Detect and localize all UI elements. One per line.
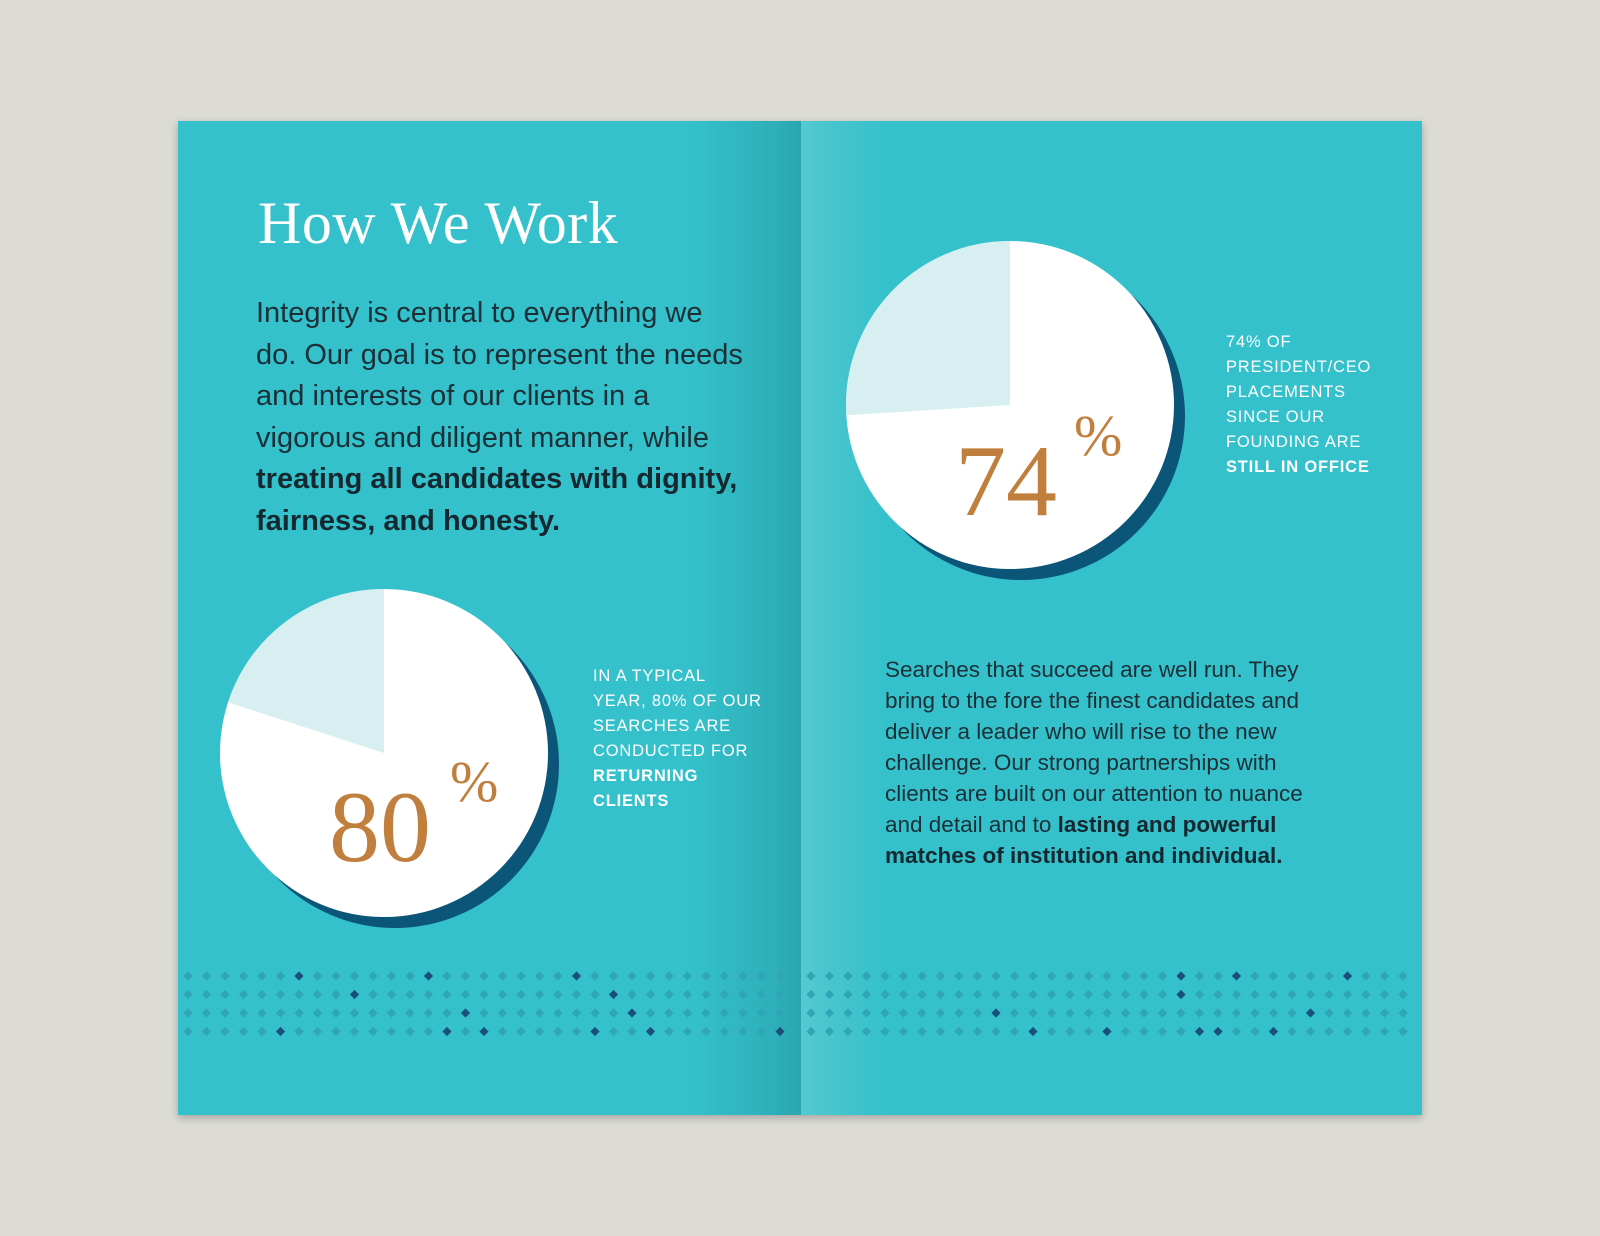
pattern-diamond [899, 990, 908, 999]
pattern-diamond [701, 1027, 710, 1036]
pattern-diamond [1065, 1027, 1074, 1036]
pattern-diamond [220, 990, 229, 999]
pattern-diamond [1121, 1027, 1130, 1036]
pattern-diamond [461, 990, 470, 999]
page-title: How We Work [258, 190, 619, 256]
pattern-diamond [843, 971, 852, 980]
pattern-diamond [479, 1027, 488, 1036]
pattern-diamond [1158, 990, 1167, 999]
pattern-diamond [775, 971, 784, 980]
pattern-diamond [899, 971, 908, 980]
pattern-diamond [738, 1027, 747, 1036]
returning-clients-caption [593, 664, 763, 814]
stat-percent-sign: % [450, 749, 499, 814]
pattern-diamond [368, 1027, 377, 1036]
pattern-diamond [424, 990, 433, 999]
pattern-diamond [1102, 971, 1111, 980]
pattern-diamond [1139, 971, 1148, 980]
pattern-diamond [461, 1008, 470, 1017]
pattern-diamond [1250, 990, 1259, 999]
pattern-diamond [1306, 1027, 1315, 1036]
pattern-diamond [424, 1027, 433, 1036]
pattern-diamond [498, 971, 507, 980]
pattern-diamond [239, 990, 248, 999]
pattern-diamond [1084, 990, 1093, 999]
pattern-diamond [1084, 971, 1093, 980]
body-lead: Searches that succeed are well run. They bring to the fore the finest candidates and deliver a leader who will rise to the new challenge. Our strong partnerships with clients are built on our attention to nuance and detail and to [885, 657, 1303, 837]
pattern-diamond [1361, 1008, 1370, 1017]
pattern-diamond [738, 990, 747, 999]
pattern-diamond [572, 1008, 581, 1017]
pattern-diamond [1324, 1027, 1333, 1036]
pattern-diamond [1269, 990, 1278, 999]
pattern-diamond [257, 971, 266, 980]
pattern-diamond [387, 1027, 396, 1036]
pattern-diamond [1324, 971, 1333, 980]
pattern-diamond [757, 971, 766, 980]
pattern-diamond [294, 971, 303, 980]
pattern-diamond [806, 971, 815, 980]
pattern-diamond [202, 1027, 211, 1036]
pattern-diamond [917, 1027, 926, 1036]
pattern-diamond [424, 971, 433, 980]
pattern-diamond [806, 1008, 815, 1017]
pattern-diamond [313, 1027, 322, 1036]
pattern-diamond [825, 990, 834, 999]
pattern-diamond [973, 971, 982, 980]
pattern-diamond [202, 990, 211, 999]
pattern-diamond [1213, 971, 1222, 980]
pattern-diamond [917, 990, 926, 999]
pattern-diamond [498, 1008, 507, 1017]
pattern-diamond [350, 971, 359, 980]
pattern-diamond [516, 990, 525, 999]
pattern-diamond [1176, 971, 1185, 980]
pattern-diamond [590, 971, 599, 980]
pattern-diamond [257, 1027, 266, 1036]
pattern-diamond [1343, 1008, 1352, 1017]
pattern-diamond [405, 971, 414, 980]
pattern-diamond [239, 971, 248, 980]
pattern-diamond [1269, 1027, 1278, 1036]
pattern-diamond [553, 1008, 562, 1017]
pattern-diamond [1084, 1008, 1093, 1017]
pattern-diamond [720, 990, 729, 999]
pattern-diamond [276, 971, 285, 980]
pattern-diamond [862, 971, 871, 980]
left-page [178, 121, 801, 1115]
pattern-diamond [590, 990, 599, 999]
pattern-diamond [683, 1008, 692, 1017]
pattern-diamond [368, 990, 377, 999]
pattern-diamond [1306, 1008, 1315, 1017]
pattern-diamond [479, 990, 488, 999]
pie-remainder-slice [846, 241, 1010, 415]
pattern-diamond [1047, 971, 1056, 980]
pattern-diamond [991, 990, 1000, 999]
pattern-diamond [1139, 1027, 1148, 1036]
pattern-diamond [775, 1027, 784, 1036]
still-in-office-pie-chart [846, 241, 1186, 581]
pattern-diamond [1398, 971, 1407, 980]
pattern-diamond [1121, 990, 1130, 999]
pattern-diamond [1287, 1008, 1296, 1017]
pattern-diamond [183, 990, 192, 999]
pattern-diamond [954, 990, 963, 999]
pattern-diamond [917, 1008, 926, 1017]
pattern-diamond [757, 1027, 766, 1036]
pattern-diamond [683, 990, 692, 999]
pattern-diamond [590, 1008, 599, 1017]
pattern-diamond [1195, 1008, 1204, 1017]
pattern-diamond [664, 990, 673, 999]
pattern-diamond [1250, 971, 1259, 980]
pattern-diamond [331, 1008, 340, 1017]
pattern-diamond [1121, 971, 1130, 980]
pattern-diamond [553, 1027, 562, 1036]
pattern-diamond [498, 1027, 507, 1036]
intro-paragraph [256, 293, 746, 542]
pattern-diamond [954, 1008, 963, 1017]
pattern-diamond [646, 990, 655, 999]
pattern-diamond [350, 990, 359, 999]
pattern-diamond [973, 1027, 982, 1036]
pattern-diamond [825, 971, 834, 980]
pattern-diamond [183, 1008, 192, 1017]
pattern-diamond [1084, 1027, 1093, 1036]
caption-lead: 74% OF PRESIDENT/CEO PLACEMENTS SINCE OUR FOUNDING ARE [1226, 333, 1372, 451]
pattern-diamond [1306, 990, 1315, 999]
pattern-diamond [991, 1008, 1000, 1017]
caption-emphasis: RETURNING CLIENTS [593, 767, 699, 810]
pattern-diamond [683, 971, 692, 980]
pattern-diamond [917, 971, 926, 980]
pattern-diamond [405, 990, 414, 999]
pattern-diamond [664, 1008, 673, 1017]
pattern-diamond [1176, 1027, 1185, 1036]
pattern-diamond [1102, 1008, 1111, 1017]
brochure-spread [178, 121, 1422, 1115]
pattern-diamond [720, 1008, 729, 1017]
pattern-diamond [516, 1027, 525, 1036]
pattern-diamond [1232, 971, 1241, 980]
pattern-diamond [1269, 1008, 1278, 1017]
pattern-diamond [572, 971, 581, 980]
pattern-diamond [880, 971, 889, 980]
pattern-diamond [183, 971, 192, 980]
pattern-diamond [991, 1027, 1000, 1036]
pattern-diamond [1139, 990, 1148, 999]
pattern-diamond [1010, 971, 1019, 980]
pattern-diamond [825, 1008, 834, 1017]
pattern-diamond [738, 971, 747, 980]
pattern-diamond [1398, 1027, 1407, 1036]
pattern-diamond [479, 971, 488, 980]
intro-emphasis: treating all candidates with dignity, fairness, and honesty. [256, 463, 738, 537]
pattern-diamond [239, 1008, 248, 1017]
pattern-diamond [1121, 1008, 1130, 1017]
pattern-diamond [1250, 1027, 1259, 1036]
pattern-diamond [1065, 990, 1074, 999]
pattern-diamond [1232, 1008, 1241, 1017]
pattern-diamond [202, 1008, 211, 1017]
pattern-diamond [899, 1027, 908, 1036]
pattern-diamond [1158, 1027, 1167, 1036]
intro-lead: Integrity is central to everything we do. Our goal is to represent the needs and interests of our clients in a vigorous and diligent manner, while [256, 297, 743, 454]
pattern-diamond [701, 990, 710, 999]
pattern-diamond [276, 1027, 285, 1036]
pattern-diamond [1158, 1008, 1167, 1017]
pattern-diamond [973, 990, 982, 999]
pattern-diamond [936, 1027, 945, 1036]
pattern-diamond [590, 1027, 599, 1036]
pattern-diamond [516, 1008, 525, 1017]
pattern-diamond [1380, 1008, 1389, 1017]
pattern-diamond [1380, 1027, 1389, 1036]
pattern-diamond [1195, 990, 1204, 999]
pie-svg [846, 241, 1186, 581]
pattern-diamond [220, 1008, 229, 1017]
pattern-diamond [757, 1008, 766, 1017]
pattern-diamond [442, 1027, 451, 1036]
pattern-diamond [387, 990, 396, 999]
pattern-diamond [276, 990, 285, 999]
pattern-diamond [479, 1008, 488, 1017]
pattern-diamond [424, 1008, 433, 1017]
still-in-office-caption [1226, 330, 1386, 480]
pattern-diamond [1380, 971, 1389, 980]
pattern-diamond [331, 1027, 340, 1036]
pattern-diamond [806, 990, 815, 999]
pattern-diamond [646, 971, 655, 980]
pattern-diamond [1361, 971, 1370, 980]
body-emphasis: lasting and powerful matches of institution and individual. [885, 812, 1283, 868]
pattern-diamond [1232, 990, 1241, 999]
pattern-diamond [843, 1027, 852, 1036]
pattern-diamond [1213, 990, 1222, 999]
pattern-diamond [609, 1008, 618, 1017]
pattern-diamond [862, 1008, 871, 1017]
pattern-diamond [1324, 990, 1333, 999]
pattern-diamond [294, 1008, 303, 1017]
pattern-diamond [183, 1027, 192, 1036]
pattern-diamond [973, 1008, 982, 1017]
pattern-diamond [609, 1027, 618, 1036]
pattern-diamond [843, 990, 852, 999]
pattern-diamond [880, 1008, 889, 1017]
pattern-diamond [516, 971, 525, 980]
pattern-diamond [757, 990, 766, 999]
pattern-diamond [553, 990, 562, 999]
pattern-diamond [1213, 1027, 1222, 1036]
pattern-diamond [257, 1008, 266, 1017]
pattern-diamond [1028, 1027, 1037, 1036]
pattern-diamond [627, 1008, 636, 1017]
pattern-diamond [1102, 990, 1111, 999]
pattern-diamond [609, 971, 618, 980]
pattern-diamond [806, 1027, 815, 1036]
pattern-diamond [701, 971, 710, 980]
pattern-diamond [1398, 1008, 1407, 1017]
pattern-diamond [572, 990, 581, 999]
pattern-diamond [461, 1027, 470, 1036]
pattern-diamond [825, 1027, 834, 1036]
pattern-diamond [220, 971, 229, 980]
pattern-diamond [1324, 1008, 1333, 1017]
pattern-diamond [350, 1008, 359, 1017]
pattern-diamond [683, 1027, 692, 1036]
stat-percent-sign: % [1074, 403, 1123, 468]
pattern-diamond [1047, 1027, 1056, 1036]
pattern-diamond [405, 1027, 414, 1036]
pattern-diamond [775, 1008, 784, 1017]
pattern-diamond [313, 1008, 322, 1017]
pattern-diamond [553, 971, 562, 980]
pattern-diamond [498, 990, 507, 999]
pattern-diamond [368, 1008, 377, 1017]
body-paragraph [885, 654, 1325, 871]
pattern-diamond [1287, 1027, 1296, 1036]
pattern-diamond [1028, 971, 1037, 980]
pattern-diamond [331, 971, 340, 980]
pattern-diamond [1343, 990, 1352, 999]
pattern-diamond [1287, 990, 1296, 999]
pattern-diamond [1269, 971, 1278, 980]
pattern-diamond [1047, 1008, 1056, 1017]
pattern-diamond [1380, 990, 1389, 999]
pattern-diamond [1232, 1027, 1241, 1036]
pattern-diamond [1361, 990, 1370, 999]
pattern-diamond [1139, 1008, 1148, 1017]
pattern-diamond [313, 971, 322, 980]
pattern-diamond [862, 1027, 871, 1036]
pattern-diamond [880, 1027, 889, 1036]
pattern-diamond [535, 971, 544, 980]
pie-svg [220, 589, 560, 929]
pattern-diamond [991, 971, 1000, 980]
pattern-diamond [257, 990, 266, 999]
pattern-diamond [1065, 971, 1074, 980]
pattern-diamond [1028, 1008, 1037, 1017]
caption-emphasis: STILL IN OFFICE [1226, 458, 1370, 476]
pattern-diamond [1361, 1027, 1370, 1036]
pattern-diamond [954, 1027, 963, 1036]
pattern-diamond [1028, 990, 1037, 999]
pattern-diamond [1343, 971, 1352, 980]
pattern-diamond [1250, 1008, 1259, 1017]
pattern-diamond [1010, 990, 1019, 999]
pattern-diamond [368, 971, 377, 980]
pattern-diamond [1195, 1027, 1204, 1036]
pattern-diamond [313, 990, 322, 999]
pattern-diamond [627, 990, 636, 999]
pattern-diamond [664, 971, 673, 980]
pattern-diamond [387, 1008, 396, 1017]
pattern-diamond [775, 990, 784, 999]
pattern-diamond [535, 1027, 544, 1036]
pattern-diamond [1213, 1008, 1222, 1017]
pattern-diamond [1343, 1027, 1352, 1036]
pattern-diamond [862, 990, 871, 999]
pattern-diamond [220, 1027, 229, 1036]
right-page [801, 121, 1422, 1115]
pattern-diamond [535, 1008, 544, 1017]
pattern-diamond [350, 1027, 359, 1036]
pattern-diamond [1065, 1008, 1074, 1017]
pattern-diamond [738, 1008, 747, 1017]
pattern-diamond [535, 990, 544, 999]
stat-number-74: 74 [955, 425, 1057, 538]
pattern-diamond [627, 971, 636, 980]
pattern-diamond [720, 971, 729, 980]
stat-number-80: 80 [329, 771, 431, 884]
pattern-diamond [664, 1027, 673, 1036]
pattern-diamond [1102, 1027, 1111, 1036]
diamond-pattern-right [801, 966, 1422, 1041]
pattern-diamond [646, 1027, 655, 1036]
pattern-diamond [954, 971, 963, 980]
pattern-diamond [936, 1008, 945, 1017]
pattern-diamond [1010, 1008, 1019, 1017]
pattern-diamond [572, 1027, 581, 1036]
pattern-diamond [1398, 990, 1407, 999]
pattern-diamond [627, 1027, 636, 1036]
pattern-diamond [202, 971, 211, 980]
pattern-diamond [609, 990, 618, 999]
pattern-diamond [646, 1008, 655, 1017]
pattern-diamond [701, 1008, 710, 1017]
pattern-diamond [442, 971, 451, 980]
diamond-pattern-left [178, 966, 801, 1041]
pattern-diamond [1047, 990, 1056, 999]
pattern-diamond [936, 971, 945, 980]
pattern-diamond [239, 1027, 248, 1036]
pattern-diamond [442, 990, 451, 999]
pattern-diamond [843, 1008, 852, 1017]
pattern-diamond [294, 1027, 303, 1036]
pattern-diamond [1306, 971, 1315, 980]
pattern-diamond [1176, 1008, 1185, 1017]
pattern-diamond [1010, 1027, 1019, 1036]
pattern-diamond [936, 990, 945, 999]
pattern-diamond [331, 990, 340, 999]
returning-clients-pie-chart [220, 589, 560, 929]
pattern-diamond [405, 1008, 414, 1017]
pattern-diamond [1287, 971, 1296, 980]
pattern-diamond [387, 971, 396, 980]
pattern-diamond [899, 1008, 908, 1017]
pattern-diamond [276, 1008, 285, 1017]
pattern-diamond [1176, 990, 1185, 999]
pattern-diamond [442, 1008, 451, 1017]
pattern-diamond [1195, 971, 1204, 980]
pattern-diamond [880, 990, 889, 999]
caption-lead: IN A TYPICAL YEAR, 80% OF OUR SEARCHES ARE CONDUCTED FOR [593, 667, 762, 760]
pattern-diamond [461, 971, 470, 980]
pattern-diamond [1158, 971, 1167, 980]
pattern-diamond [720, 1027, 729, 1036]
pattern-diamond [294, 990, 303, 999]
